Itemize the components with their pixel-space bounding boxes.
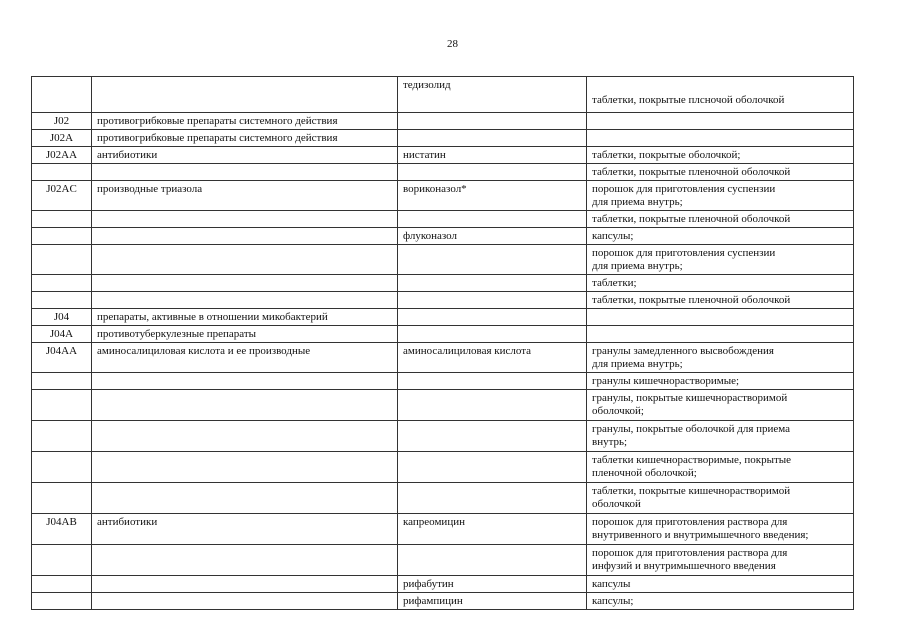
dosage-form-cell: таблетки, покрытые пленочной оболочкой bbox=[587, 164, 854, 181]
atc-code-cell: J04A bbox=[32, 326, 92, 343]
group-name-cell bbox=[92, 275, 398, 292]
drug-name-cell bbox=[398, 164, 587, 181]
drug-name-cell: рифабутин bbox=[398, 576, 587, 593]
dosage-form-cell bbox=[587, 113, 854, 130]
drug-name-cell bbox=[398, 326, 587, 343]
table-row bbox=[32, 147, 854, 164]
drug-name-cell: рифампицин bbox=[398, 593, 587, 610]
dosage-form-cell: капсулы; bbox=[587, 593, 854, 610]
dosage-form-cell: порошок для приготовления раствора для внутривенного и внутримышечного введения; bbox=[587, 514, 854, 545]
table-row bbox=[32, 275, 854, 292]
table-row bbox=[32, 211, 854, 228]
drug-name-cell bbox=[398, 390, 587, 421]
dosage-form-cell: таблетки, покрытые пленочной оболочкой bbox=[587, 292, 854, 309]
table-row bbox=[32, 593, 854, 610]
table-row bbox=[32, 545, 854, 576]
dosage-form-cell bbox=[587, 326, 854, 343]
atc-code-cell: J04 bbox=[32, 309, 92, 326]
dosage-form-cell: капсулы; bbox=[587, 228, 854, 245]
drug-table bbox=[31, 76, 854, 610]
table-row bbox=[32, 326, 854, 343]
atc-code-cell: J02A bbox=[32, 130, 92, 147]
drug-name-cell bbox=[398, 421, 587, 452]
drug-name-cell bbox=[398, 245, 587, 275]
dosage-form-cell: таблетки, покрытые оболочкой; bbox=[587, 147, 854, 164]
dosage-form-cell: порошок для приготовления раствора для инфузий и внутримышечного введения bbox=[587, 545, 854, 576]
group-name-cell bbox=[92, 452, 398, 483]
atc-code-cell bbox=[32, 545, 92, 576]
group-name-cell: противогрибковые препараты системного действия bbox=[92, 130, 398, 147]
atc-code-cell: J02 bbox=[32, 113, 92, 130]
atc-code-cell: J04AB bbox=[32, 514, 92, 545]
table-row bbox=[32, 514, 854, 545]
group-name-cell: аминосалициловая кислота и ее производные bbox=[92, 343, 398, 373]
dosage-form-cell: таблетки; bbox=[587, 275, 854, 292]
table-row bbox=[32, 228, 854, 245]
drug-name-cell: капреомицин bbox=[398, 514, 587, 545]
atc-code-cell bbox=[32, 292, 92, 309]
atc-code-cell bbox=[32, 593, 92, 610]
group-name-cell bbox=[92, 373, 398, 390]
table-row bbox=[32, 483, 854, 514]
atc-code-cell bbox=[32, 373, 92, 390]
group-name-cell bbox=[92, 483, 398, 514]
table-row bbox=[32, 390, 854, 421]
atc-code-cell bbox=[32, 245, 92, 275]
drug-name-cell: вориконазол* bbox=[398, 181, 587, 211]
table-row bbox=[32, 113, 854, 130]
drug-name-cell bbox=[398, 309, 587, 326]
drug-name-cell bbox=[398, 545, 587, 576]
group-name-cell: производные триазола bbox=[92, 181, 398, 211]
table-row bbox=[32, 77, 854, 113]
group-name-cell: препараты, активные в отношении микобактерий bbox=[92, 309, 398, 326]
atc-code-cell bbox=[32, 421, 92, 452]
group-name-cell bbox=[92, 228, 398, 245]
group-name-cell bbox=[92, 576, 398, 593]
drug-name-cell bbox=[398, 113, 587, 130]
drug-name-cell: аминосалициловая кислота bbox=[398, 343, 587, 373]
dosage-form-cell: гранулы кишечнорастворимые; bbox=[587, 373, 854, 390]
group-name-cell bbox=[92, 593, 398, 610]
group-name-cell: антибиотики bbox=[92, 147, 398, 164]
drug-name-cell: нистатин bbox=[398, 147, 587, 164]
dosage-form-cell: порошок для приготовления суспензии для приема внутрь; bbox=[587, 181, 854, 211]
group-name-cell: противотуберкулезные препараты bbox=[92, 326, 398, 343]
atc-code-cell bbox=[32, 452, 92, 483]
table-row bbox=[32, 292, 854, 309]
dosage-form-cell: гранулы замедленного высвобождения для приема внутрь; bbox=[587, 343, 854, 373]
dosage-form-cell: порошок для приготовления суспензии для приема внутрь; bbox=[587, 245, 854, 275]
dosage-form-cell: гранулы, покрытые кишечнорастворимой оболочкой; bbox=[587, 390, 854, 421]
dosage-form-cell bbox=[587, 309, 854, 326]
drug-name-cell bbox=[398, 130, 587, 147]
group-name-cell bbox=[92, 390, 398, 421]
dosage-form-cell: гранулы, покрытые оболочкой для приема внутрь; bbox=[587, 421, 854, 452]
drug-name-cell bbox=[398, 452, 587, 483]
table-row bbox=[32, 576, 854, 593]
table-row bbox=[32, 245, 854, 275]
atc-code-cell bbox=[32, 164, 92, 181]
group-name-cell bbox=[92, 77, 398, 113]
drug-name-cell bbox=[398, 292, 587, 309]
atc-code-cell bbox=[32, 77, 92, 113]
page-number: 28 bbox=[447, 38, 458, 50]
drug-name-cell bbox=[398, 275, 587, 292]
atc-code-cell bbox=[32, 483, 92, 514]
table-row bbox=[32, 309, 854, 326]
drug-name-cell bbox=[398, 211, 587, 228]
dosage-form-cell: таблетки, покрытые кишечнорастворимой оболочкой bbox=[587, 483, 854, 514]
group-name-cell bbox=[92, 245, 398, 275]
table-row bbox=[32, 130, 854, 147]
table-row bbox=[32, 452, 854, 483]
table-row bbox=[32, 421, 854, 452]
group-name-cell bbox=[92, 164, 398, 181]
drug-name-cell bbox=[398, 483, 587, 514]
group-name-cell: антибиотики bbox=[92, 514, 398, 545]
drug-name-cell: флуконазол bbox=[398, 228, 587, 245]
dosage-form-cell: таблетки, покрытые плсночой оболочкой bbox=[587, 77, 854, 113]
table-row bbox=[32, 164, 854, 181]
group-name-cell bbox=[92, 421, 398, 452]
table-row bbox=[32, 343, 854, 373]
group-name-cell bbox=[92, 211, 398, 228]
atc-code-cell: J04AA bbox=[32, 343, 92, 373]
atc-code-cell bbox=[32, 275, 92, 292]
drug-name-cell bbox=[398, 373, 587, 390]
group-name-cell bbox=[92, 292, 398, 309]
dosage-form-cell: таблетки кишечнорастворимые, покрытые пленочной оболочкой; bbox=[587, 452, 854, 483]
atc-code-cell: J02AA bbox=[32, 147, 92, 164]
group-name-cell: противогрибковые препараты системного действия bbox=[92, 113, 398, 130]
atc-code-cell bbox=[32, 228, 92, 245]
table-row bbox=[32, 373, 854, 390]
dosage-form-cell: таблетки, покрытые пленочной оболочкой bbox=[587, 211, 854, 228]
table-row bbox=[32, 181, 854, 211]
drug-name-cell: тедизолид bbox=[398, 77, 587, 113]
dosage-form-cell bbox=[587, 130, 854, 147]
atc-code-cell bbox=[32, 576, 92, 593]
dosage-form-cell: капсулы bbox=[587, 576, 854, 593]
atc-code-cell bbox=[32, 390, 92, 421]
group-name-cell bbox=[92, 545, 398, 576]
atc-code-cell: J02AC bbox=[32, 181, 92, 211]
atc-code-cell bbox=[32, 211, 92, 228]
